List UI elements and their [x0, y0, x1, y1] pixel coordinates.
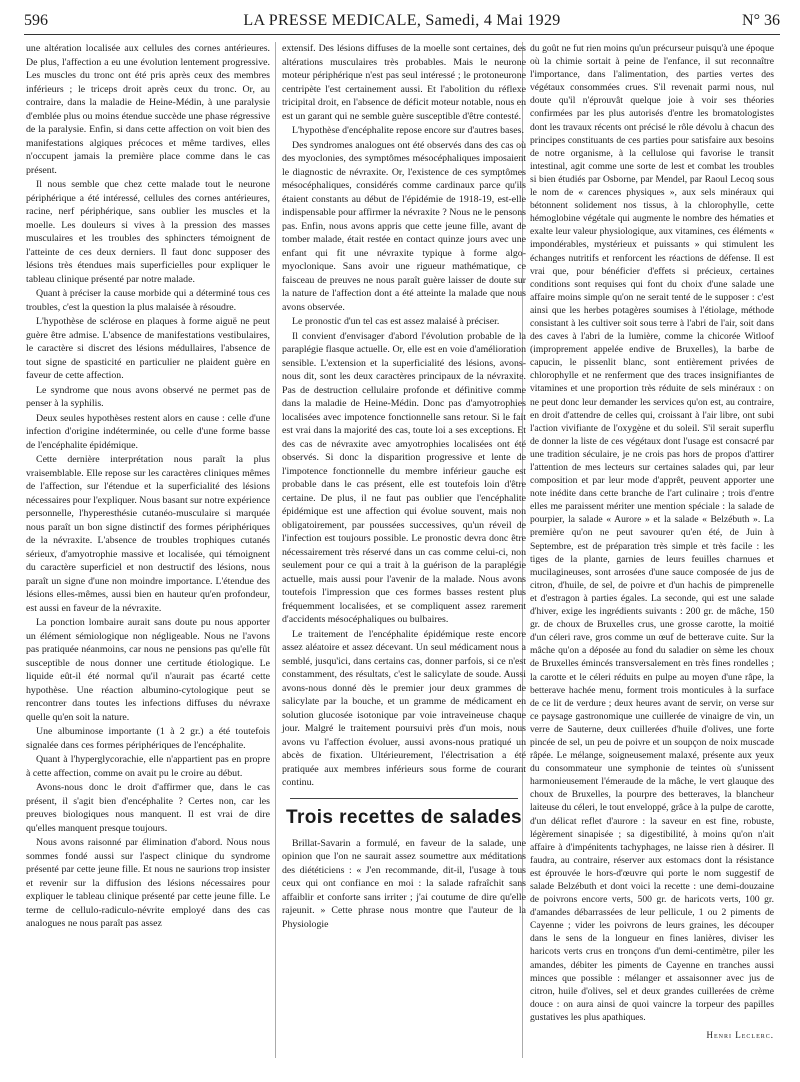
- paragraph: Deux seules hypothèses restent alors en cause : celle d'une infection d'origine indéterminée, ou celle d'une forme basse de l'encéphalite épidémique.: [26, 412, 270, 451]
- issue-number: N° 36: [742, 12, 780, 29]
- article-column-1: [26, 42, 270, 932]
- header-rule: [24, 34, 780, 35]
- recipe-article-title: Trois recettes de salades: [285, 806, 522, 828]
- journal-title: LA PRESSE MEDICALE, Samedi, 4 Mai 1929: [243, 12, 561, 29]
- page-number: 596: [24, 12, 48, 29]
- paragraph: L'hypothèse de sclérose en plaques à forme aiguë ne peut guère être admise. L'absence de manifestations vestibulaires, le caractère si discret des lésions médullaires, l'absence de tout signe de spasticité en particulier ne plaident guère en faveur de cette affection.: [26, 316, 270, 381]
- paragraph: Quant à l'hyperglycorachie, elle n'appartient pas en propre à cette affection, comme on avait pu le croire au début.: [26, 754, 270, 779]
- paragraph: Le traitement de l'encéphalite épidémique reste encore assez aléatoire et assez décevant. Un seul médicament nous a semblé, jusqu'ici, dans certains cas, donner parfois, si ce n'est constamment, des résultats, c'est le salicylate de soude. Aussi avons-nous donné dès le premier jour deux grammes de salicylate par la bouche, et un gramme de médicament en solution glucosée isotonique par voie intraveineuse chaque jour. Malgré le traitement poursuivi près d'un mois, nous avons vu l'affection évoluer, aussi avons-nous pratiqué un abcès de fixation. Ultérieurement, l'électrisation a été pratiquée aux membres inférieurs sous forme de courant continu.: [282, 628, 526, 788]
- paragraph: Une albuminose importante (1 à 2 gr.) a été toutefois signalée dans ces formes périphériques de l'encéphalite.: [26, 726, 270, 751]
- article-column-2: [282, 42, 526, 932]
- article-column-3: [530, 42, 774, 1040]
- page-header: [24, 8, 780, 32]
- column-divider: [275, 42, 276, 1058]
- paragraph: extensif. Des lésions diffuses de la moelle sont certaines, des altérations musculaires très probables. Mais le neurone moteur périphérique n'est pas seul intéressé ; le protoneurone centripète l'est certainement aussi. Et l'abolition du réflexe tricipital droit, en l'absence de déficit moteur notable, nous en est un garant qui ne semble guère susceptible d'être contesté.: [282, 43, 526, 122]
- paragraph: Il convient d'envisager d'abord l'évolution probable de la paraplégie flasque actuelle. Or, elle est en voie d'amélioration sensible. L'extension et la superficialité des lésions, avons-nous dit, sont les deux caractères principaux de la névraxite. Pas de destruction cellulaire profonde et définitive comme dans la maladie de Heine-Médin. Donc pas d'amyotrophies localisées avec impotence fonctionnelle sans retour. Si le fait est vrai dans la majorité des cas, toute loi a ses exceptions. Et des cas de névraxite avec amyotrophies localisées ont été observés. Si donc la disparition progressive et lente de l'impotence fonctionnelle du membre inférieur gauche est probable dans le cas présent, elle est toutefois loin d'être certaine. De plus, il ne faut pas oublier que l'encéphalite épidémique est une affection qui évolue souvent, mais non obligatoirement, par poussées successives, qu'un réveil de l'infection est toujours possible. Le pronostic devra donc être nécessairement très réservé dans un cas comme celui-ci, non seulement pour ce qui a trait à la guérison de la paraplégie actuelle, mais aussi pour l'avenir de la malade. Nous avons toutefois l'impression que ces formes basses restent plus fréquemment localisées, et se compliquent assez rarement d'accidents mésocéphaliques ou bulbaires.: [282, 330, 526, 625]
- paragraph: Nous avons raisonné par élimination d'abord. Nous nous sommes fondé aussi sur l'aspect clinique du syndrome présenté par cette jeune fille. Et nous ne saurions trop insister et revenir sur la diffusion des lésions nécessaires pour expliquer le tableau clinique présenté par cette jeune fille. Le terme de cellulo-radiculo-névrite employé dans des cas analogues ne nous paraît pas assez: [26, 837, 270, 929]
- paragraph: La ponction lombaire aurait sans doute pu nous apporter un élément sémiologique non négligeable. Nous ne l'avons pas pratiquée néanmoins, car nous ne pensions pas qu'elle fût susceptible de nous donner une certitude étiologique. Le liquide eût-il été normal qu'il n'aurait pas écarté cette hypothèse. Une réaction albumino-cytologique peut se rencontrer dans toutes les infections diffuses du névraxe quelle qu'en soit la nature.: [26, 617, 270, 723]
- paragraph: Quant à préciser la cause morbide qui a déterminé tous ces troubles, c'est la question la plus malaisée à résoudre.: [26, 288, 270, 313]
- paragraph: Cette dernière interprétation nous paraît la plus vraisemblable. Elle repose sur les caractères cliniques mêmes de l'affection, sur l'étendue et la superficialité des lésions nécessaires pour l'expliquer. Nous basant sur notre expérience personnelle, l'hyperesthésie cutanéo-musculaire si marquée nous paraît un bon signe distinctif des formes périphériques de la névraxite. L'absence de troubles trophiques cutanés sérieux, d'amyotrophie massive et localisée, qui témoignent du caractère superficiel et non destructif des lésions, nous paraît un signe d'une non moindre importance. L'étendue des lésions elles-mêmes, aussi bien en hauteur qu'en profondeur, est aussi en faveur de la névraxite.: [26, 454, 270, 614]
- paragraph: Le pronostic d'un tel cas est assez malaisé à préciser.: [292, 316, 500, 327]
- paragraph: une altération localisée aux cellules des cornes antérieures. De plus, l'affection a eu une évolution lentement progressive. Les muscles du tronc ont été pris après ceux des membres inférieurs ; le triceps droit après ceux du tronc. Or, au contraire, dans la maladie de Heine-Médin, à une paralysie d'emblée plus ou moins étendue succède une phase régressive de la paralysie. Enfin, si dans cette affection on voit bien des manifestations algiques précoces et même tardives, elles n'occupent jamais la première place comme dans le cas présent.: [26, 43, 270, 176]
- paragraph: L'hypothèse d'encéphalite repose encore sur d'autres bases.: [292, 125, 524, 136]
- paragraph: Il nous semble que chez cette malade tout le neurone périphérique a été intéressé, cellules des cornes antérieures, racine, nerf périphérique, sans oublier les muscles et la moelle. Les douleurs si vives à la pression des masses musculaires et les troubles des sphincters témoignent de l'atteinte de ces deux derniers. Il faut donc supposer des lésions très étendues mais superficielles pour expliquer le tableau clinique présenté par notre malade.: [26, 179, 270, 285]
- section-rule: [290, 798, 518, 799]
- paragraph: Avons-nous donc le droit d'affirmer que, dans le cas présent, il s'agit bien d'encéphalite ? Certes non, car les preuves biologiques nous manquent. Il est vrai de dire qu'elles manquent presque toujours.: [26, 782, 270, 834]
- paragraph: Des syndromes analogues ont été observés dans des cas où des myoclonies, des symptômes mésocéphaliques imposaient le diagnostic de névraxite. Or, l'existence de ces symptômes mésocéphaliques, considérés comme cardinaux parce qu'ils étaient constants au début de l'épidémie de 1918-19, est-elle indispensable pour affirmer la névraxite ? Nous ne le pensons pas. Enfin, nous avons appris que cette jeune fille, avant de tomber malade, était restée en contact quinze jours avec une enfant qui fit une névraxite typique à forme algo-myoclonique. Sans avoir une rigueur mathématique, ce faisceau de preuves ne nous paraît guère laisser de doute sur la nature de l'affection dont a été atteinte la malade que nous avons observée.: [282, 139, 526, 313]
- paragraph: Le syndrome que nous avons observé ne permet pas de penser à la syphilis.: [26, 384, 270, 409]
- recipe-intro: Brillat-Savarin a formulé, en faveur de la salade, une opinion que l'on ne saurait assez soumettre aux méditations des diététiciens : « J'en recommande, dit-il, l'usage à tous ceux qui ont confiance en moi : la salade rafraîchit sans affaiblir et conforte sans irriter ; j'ai coutume de dire qu'elle rajeunit. » Cette phrase nous montre que l'auteur de la Physiologie: [282, 837, 526, 930]
- paragraph: du goût ne fut rien moins qu'un précurseur puisqu'à une époque où la chimie sortait à peine de l'enfance, il sut reconnaître l'importance, dans l'alimentation, des parties vertes des végétaux consommées crues. S'il revenait parmi nous, nul doute qu'il n'éprouvât quelque joie à voir ses théories confirmées par les plus autorisés d'entre les bromatologistes dont les travaux récents ont précisé le rôle dévolu à chacun des principes constituants de ces parties pour satisfaire aux besoins de notre organisme, à la cellulose qui favorise le transit intestinal, agit comme une sorte de lest et combat les troubles si bien étudiés par Osborne, par Mendel, par Raoul Lecoq sous le nom de « carences physiques », aux sels minéraux qui bétonnent solidement nos tissus, à la chlorophylle, cette hémoglobine végétale qui augmente le nombre des hématies et exalte leur valeur physiologique, aux vitamines, ces éléments « impondérables, mystérieux et puissants » qui stimulent les échanges nutritifs et renforcent les réactions de défense. Il est vrai que, pour bénéficier d'effets si précieux, certaines conditions sont requises qui font du choix d'une salade une affaire moins simple qu'on ne serait tenté de le supposer : c'est ainsi que les herbes potagères soumises à l'étiolage, méthode consistant à les cultiver soit sous terre à l'abri de l'air, soit dans des caves à l'abri de la lumière, comme la chicorée Witloof (improprement appelée endive de Bruxelles), la barbe de capucin, le pissenlit blanc, sont entièrement privées de chlorophylle et ne renferment que des traces insignifiantes de vitamines et une proportion très réduite de sels minéraux : on ne peut donc leur demander les services qu'on est, au contraire, en droit d'attendre de celles qui, croissant à l'air libre, ont subi l'action vivifiante de l'oxygène et du soleil. S'il serait superflu de donner la liste de ces végétaux dont l'usage est consacré par une tradition séculaire, je ne crois pas hors de propos d'attirer l'attention de mes lecteurs sur certaines salades qui, par leur composition et par leur mode d'apprêt, peuvent apporter une note inédite dans cette branche de l'art culinaire ; trois d'entre elles me paraissent mériter une mention spéciale : la salade de pourpier, la salade « Aurore » et la salade « Belzébuth ». La première qu'on ne peut savourer qu'en été, de Juin à Septembre, est de préparation très simple et très facile : les tiges de la plante, garnies de leurs feuilles charnues et mucilagineuses, sont arrosées d'une sauce composée de jus de citron, d'huile, de sel, de poivre et d'un hachis de pimprenelle et d'estragon à parties égales. La seconde, qui est une salade d'hiver, exige les ingrédients suivants : 200 gr. de mâche, 150 gr. de choux de Bruxelles crus, une grosse carotte, la moitié d'un céleri rave, gros comme un œuf de betterave cuite. Sur la mâche qu'on a déposée au fond du saladier on sème les choux de Bruxelles émincés transversalement en très fines rondelles ; la carotte et le céleri réduits en pulpe au moyen d'une râpe, la betterave hachée menu, forment trois monticules à la surface de ce lit de verdure ; deux heures avant de servir, on verse sur ce paysage gastronomique une cuillerée de vinaigre de vin, un verre de Sauterne, deux cuillerées d'huile d'olives, une forte pincée de sel, un peu de poivre et un soupçon de noix muscade râpée. Le mélange, soigneusement malaxé, présente aux yeux du consommateur une symphonie de teintes où s'unissent harmonieusement l'émeraude de la mâche, le vert glauque des choux de Bruxelles, la pourpre des betteraves, la blancheur laiteuse du céleri, le tout enveloppé, grâce à la pulpe de carotte, d'un délicat reflet d'aurore : la saveur en est fine, robuste, légèrement sinapisée ; sa digestibilité, à moins qu'on n'ait affaire à d'impénitents tachyphages, ne laisse rien à désirer. Il faudra, au contraire, réserver aux estomacs dont la résistance est éprouvée le hors-d'œuvre qui porte le nom suggestif de salade Belzébuth et dont voici la recette : une demi-douzaine de poivrons encore verts, 500 gr. de haricots verts, 100 gr. d'amandes débarrassées de leur pellicule, 1 ou 2 piments de Cayenne ; vider les poivrons de leurs graines, les découper dans le sens de la longueur en fines lanières, diviser les haricots verts crus en tronçons d'un demi-centimètre, piler les amandes, débiter les piments de Cayenne en tranches aussi minces que possible : mélanger et assaisonner avec jus de citron, huile d'olives, sel et deux grandes cuillerées de crème douce : on aura ainsi de quoi vaincre la torpeur des papilles gustatives les plus apathiques.: [530, 43, 774, 1023]
- author-signature: Henri Leclerc.: [706, 1030, 774, 1041]
